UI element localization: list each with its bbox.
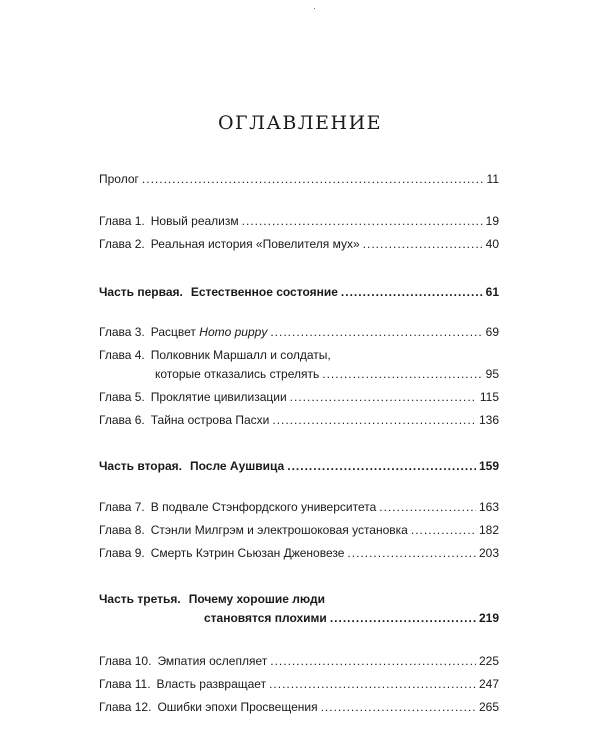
leader-dots: [287, 459, 476, 473]
chapter-number: Глава 12.: [99, 700, 152, 714]
toc-page-number: 219: [478, 611, 499, 625]
toc-page-number: 225: [478, 654, 499, 668]
leader-dots: [290, 390, 477, 404]
toc-entry-chapter-4-line2[interactable]: [99, 367, 499, 389]
toc-entry-chapter-8[interactable]: [99, 523, 499, 545]
part-label: Часть третья.: [99, 592, 181, 606]
toc-title: Стэнли Милгрэм и электрошоковая установка: [150, 523, 408, 537]
leader-dots: [411, 523, 476, 537]
leader-dots: [272, 413, 476, 427]
toc-title: Власть развращает: [156, 677, 267, 691]
toc-entry-chapter-6[interactable]: [99, 413, 499, 435]
toc-title: Почему хорошие люди: [188, 592, 326, 606]
toc-page-number: 163: [478, 500, 499, 514]
toc-page-number: 182: [478, 523, 499, 537]
toc-page-number: 265: [478, 700, 499, 714]
toc-page-number: 115: [479, 390, 499, 404]
leader-dots: [142, 172, 484, 186]
leader-dots: [322, 367, 482, 381]
toc-title: Смерть Кэтрин Сьюзан Дженовезе: [150, 546, 345, 560]
leader-dots: [321, 700, 476, 714]
toc-page-number: 69: [485, 325, 499, 339]
chapter-number: Глава 5.: [99, 390, 145, 404]
toc-entry-prolog[interactable]: [99, 172, 499, 194]
toc-page-number: 19: [485, 214, 499, 228]
toc-title: Новый реализм: [150, 214, 239, 228]
toc-entry-chapter-3[interactable]: [99, 325, 499, 347]
toc-title: Реальная история «Повелителя мух»: [150, 237, 360, 251]
leader-dots: [270, 325, 482, 339]
toc-entry-part-1[interactable]: [99, 285, 499, 307]
toc-title-line2: которые отказались стрелять: [155, 367, 320, 381]
leader-dots: [330, 611, 476, 625]
toc-page-number: 11: [486, 172, 499, 186]
toc-entry-chapter-7[interactable]: [99, 500, 499, 522]
leader-dots: [270, 654, 476, 668]
leader-dots: [379, 500, 476, 514]
chapter-number: Глава 3.: [99, 325, 145, 339]
toc-entry-part-2[interactable]: [99, 459, 499, 481]
chapter-number: Глава 2.: [99, 237, 145, 251]
toc-entry-part-3-line2[interactable]: [99, 611, 499, 633]
toc-entry-chapter-11[interactable]: [99, 677, 499, 699]
toc-title: Тайна острова Пасхи: [150, 413, 270, 427]
page-speck: [314, 8, 315, 9]
toc-title: [145, 325, 268, 339]
leader-dots: [341, 285, 483, 299]
leader-dots: [347, 546, 476, 560]
toc-title: После Аушвица: [189, 459, 285, 473]
toc-title: Полковник Маршалл и солдаты,: [150, 348, 331, 362]
toc-page-number: 40: [485, 237, 499, 251]
toc-entry-chapter-9[interactable]: [99, 546, 499, 568]
toc-page-number: 136: [478, 413, 499, 427]
toc-page-number: 95: [485, 367, 499, 381]
chapter-number: Глава 9.: [99, 546, 145, 560]
toc-title: Естественное состояние: [190, 285, 338, 299]
toc-title: Пролог: [99, 172, 139, 186]
toc-title: Проклятие цивилизации: [150, 390, 287, 404]
toc-title: В подвале Стэнфордского университета: [150, 500, 377, 514]
toc-page-number: 61: [485, 285, 499, 299]
page-title: ОГЛАВЛЕНИЕ: [217, 112, 383, 134]
chapter-number: Глава 1.: [99, 214, 145, 228]
toc-entry-chapter-12[interactable]: [99, 700, 499, 722]
leader-dots: [269, 677, 476, 691]
leader-dots: [363, 237, 483, 251]
leader-dots: [242, 214, 483, 228]
part-label: Часть вторая.: [99, 459, 182, 473]
chapter-number: Глава 6.: [99, 413, 145, 427]
toc-page-number: 159: [478, 459, 499, 473]
chapter-number: Глава 7.: [99, 500, 145, 514]
toc-entry-chapter-5[interactable]: [99, 390, 499, 412]
toc-page-number: 247: [478, 677, 499, 691]
part-label: Часть первая.: [99, 285, 183, 299]
toc-entry-chapter-2[interactable]: [99, 237, 499, 259]
toc-title-line2: становятся плохими: [204, 611, 327, 625]
toc-title: Ошибки эпохи Просвещения: [157, 700, 318, 714]
toc-title-text: Расцвет: [150, 325, 196, 339]
chapter-number: Глава 11.: [99, 677, 151, 691]
toc-entry-chapter-1[interactable]: [99, 214, 499, 236]
toc-page-number: 203: [478, 546, 499, 560]
chapter-number: Глава 10.: [99, 654, 152, 668]
chapter-number: Глава 8.: [99, 523, 145, 537]
chapter-number: Глава 4.: [99, 348, 145, 362]
toc-entry-chapter-10[interactable]: [99, 654, 499, 676]
toc-title: Эмпатия ослепляет: [157, 654, 268, 668]
toc-title-italic: Homo puppy: [199, 325, 268, 339]
